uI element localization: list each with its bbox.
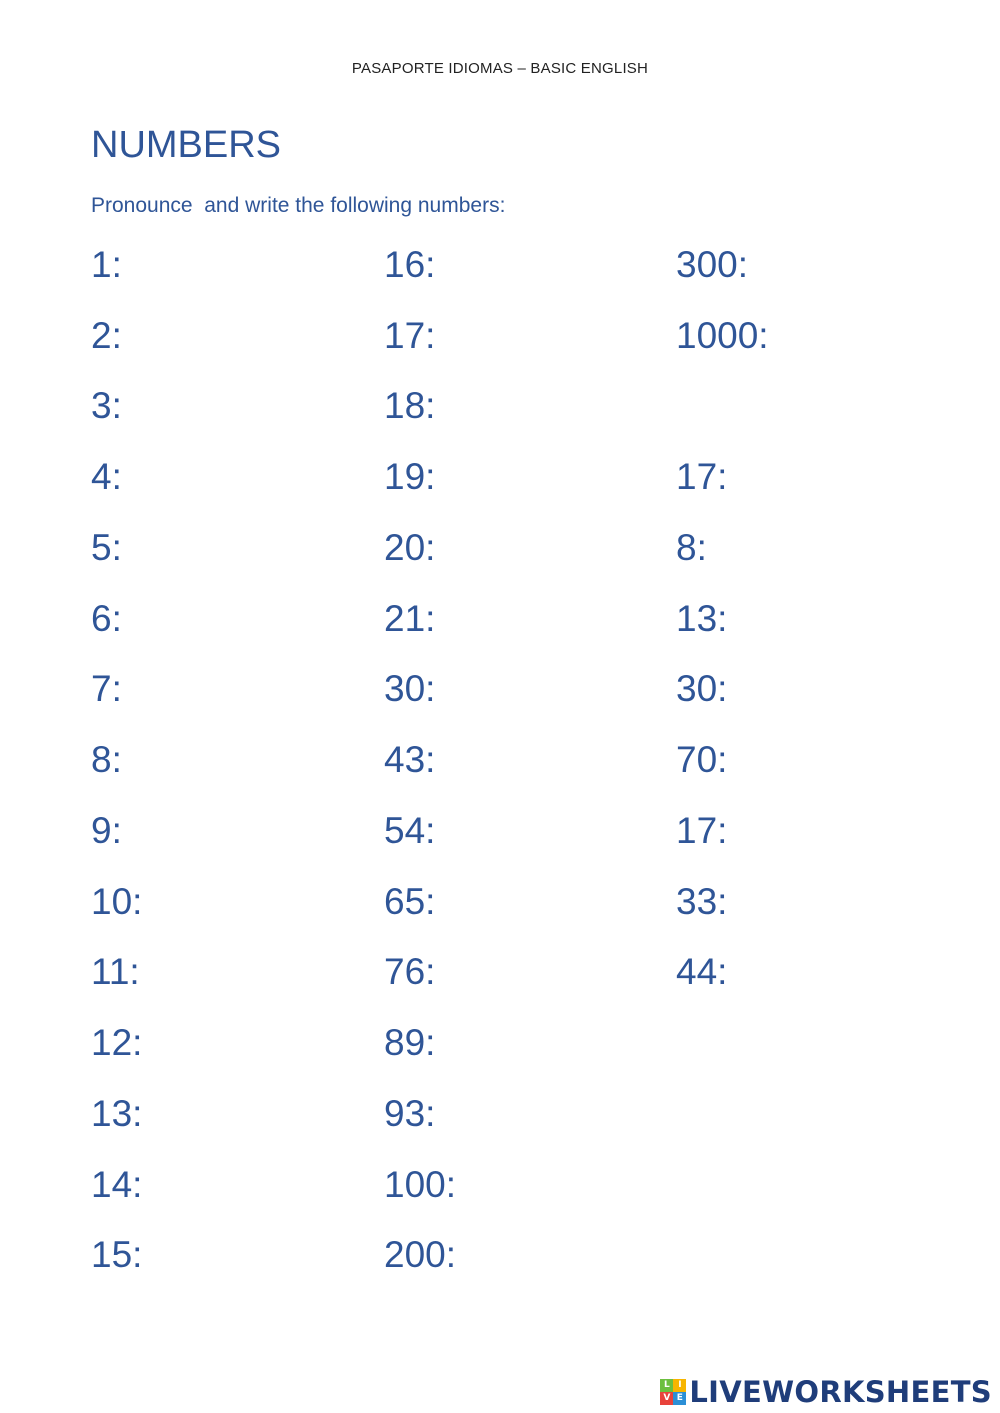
- number-item: 65:: [384, 881, 436, 922]
- number-item: 5:: [91, 527, 122, 568]
- number-item: 19:: [384, 456, 436, 497]
- page-title: NUMBERS: [91, 124, 282, 166]
- number-item: 300:: [676, 244, 749, 285]
- number-item: 10:: [91, 881, 143, 922]
- number-item: 43:: [384, 739, 436, 780]
- number-item: 15:: [91, 1234, 143, 1275]
- number-item: 13:: [91, 1093, 143, 1134]
- instruction-text: Pronounce and write the following numbers:: [91, 194, 506, 217]
- number-item: 2:: [91, 315, 122, 356]
- number-item: 16:: [384, 244, 436, 285]
- number-item: 1:: [91, 244, 122, 285]
- number-item: 89:: [384, 1022, 436, 1063]
- number-item: 76:: [384, 951, 436, 992]
- number-item: 100:: [384, 1164, 457, 1205]
- number-item: 21:: [384, 598, 436, 639]
- number-item: 200:: [384, 1234, 457, 1275]
- number-item: 33:: [676, 881, 728, 922]
- number-item: 3:: [91, 385, 122, 426]
- brand-wordmark: LIVEWORKSHEETS: [689, 1375, 992, 1409]
- liveworksheets-brand: [660, 1377, 992, 1407]
- number-item: 9:: [91, 810, 122, 851]
- liveworksheets-logo-icon: L I V E: [660, 1379, 686, 1405]
- number-item: 44:: [676, 951, 728, 992]
- number-item: 13:: [676, 598, 728, 639]
- number-item: 18:: [384, 385, 436, 426]
- number-item: 14:: [91, 1164, 143, 1205]
- number-item: 17:: [676, 810, 728, 851]
- number-item: 6:: [91, 598, 122, 639]
- number-item: 4:: [91, 456, 122, 497]
- number-item: 54:: [384, 810, 436, 851]
- number-item: 8:: [91, 739, 122, 780]
- number-item: 1000:: [676, 315, 769, 356]
- number-item: 30:: [676, 668, 728, 709]
- number-item: 17:: [384, 315, 436, 356]
- page-header: PASAPORTE IDIOMAS – BASIC ENGLISH: [351, 60, 649, 77]
- number-item: 20:: [384, 527, 436, 568]
- number-item: 11:: [91, 951, 140, 992]
- number-item: 7:: [91, 668, 122, 709]
- number-item: 17:: [676, 456, 728, 497]
- number-item: 93:: [384, 1093, 436, 1134]
- number-item: 70:: [676, 739, 728, 780]
- number-item: 8:: [676, 527, 707, 568]
- number-item: 30:: [384, 668, 436, 709]
- number-item: 12:: [91, 1022, 143, 1063]
